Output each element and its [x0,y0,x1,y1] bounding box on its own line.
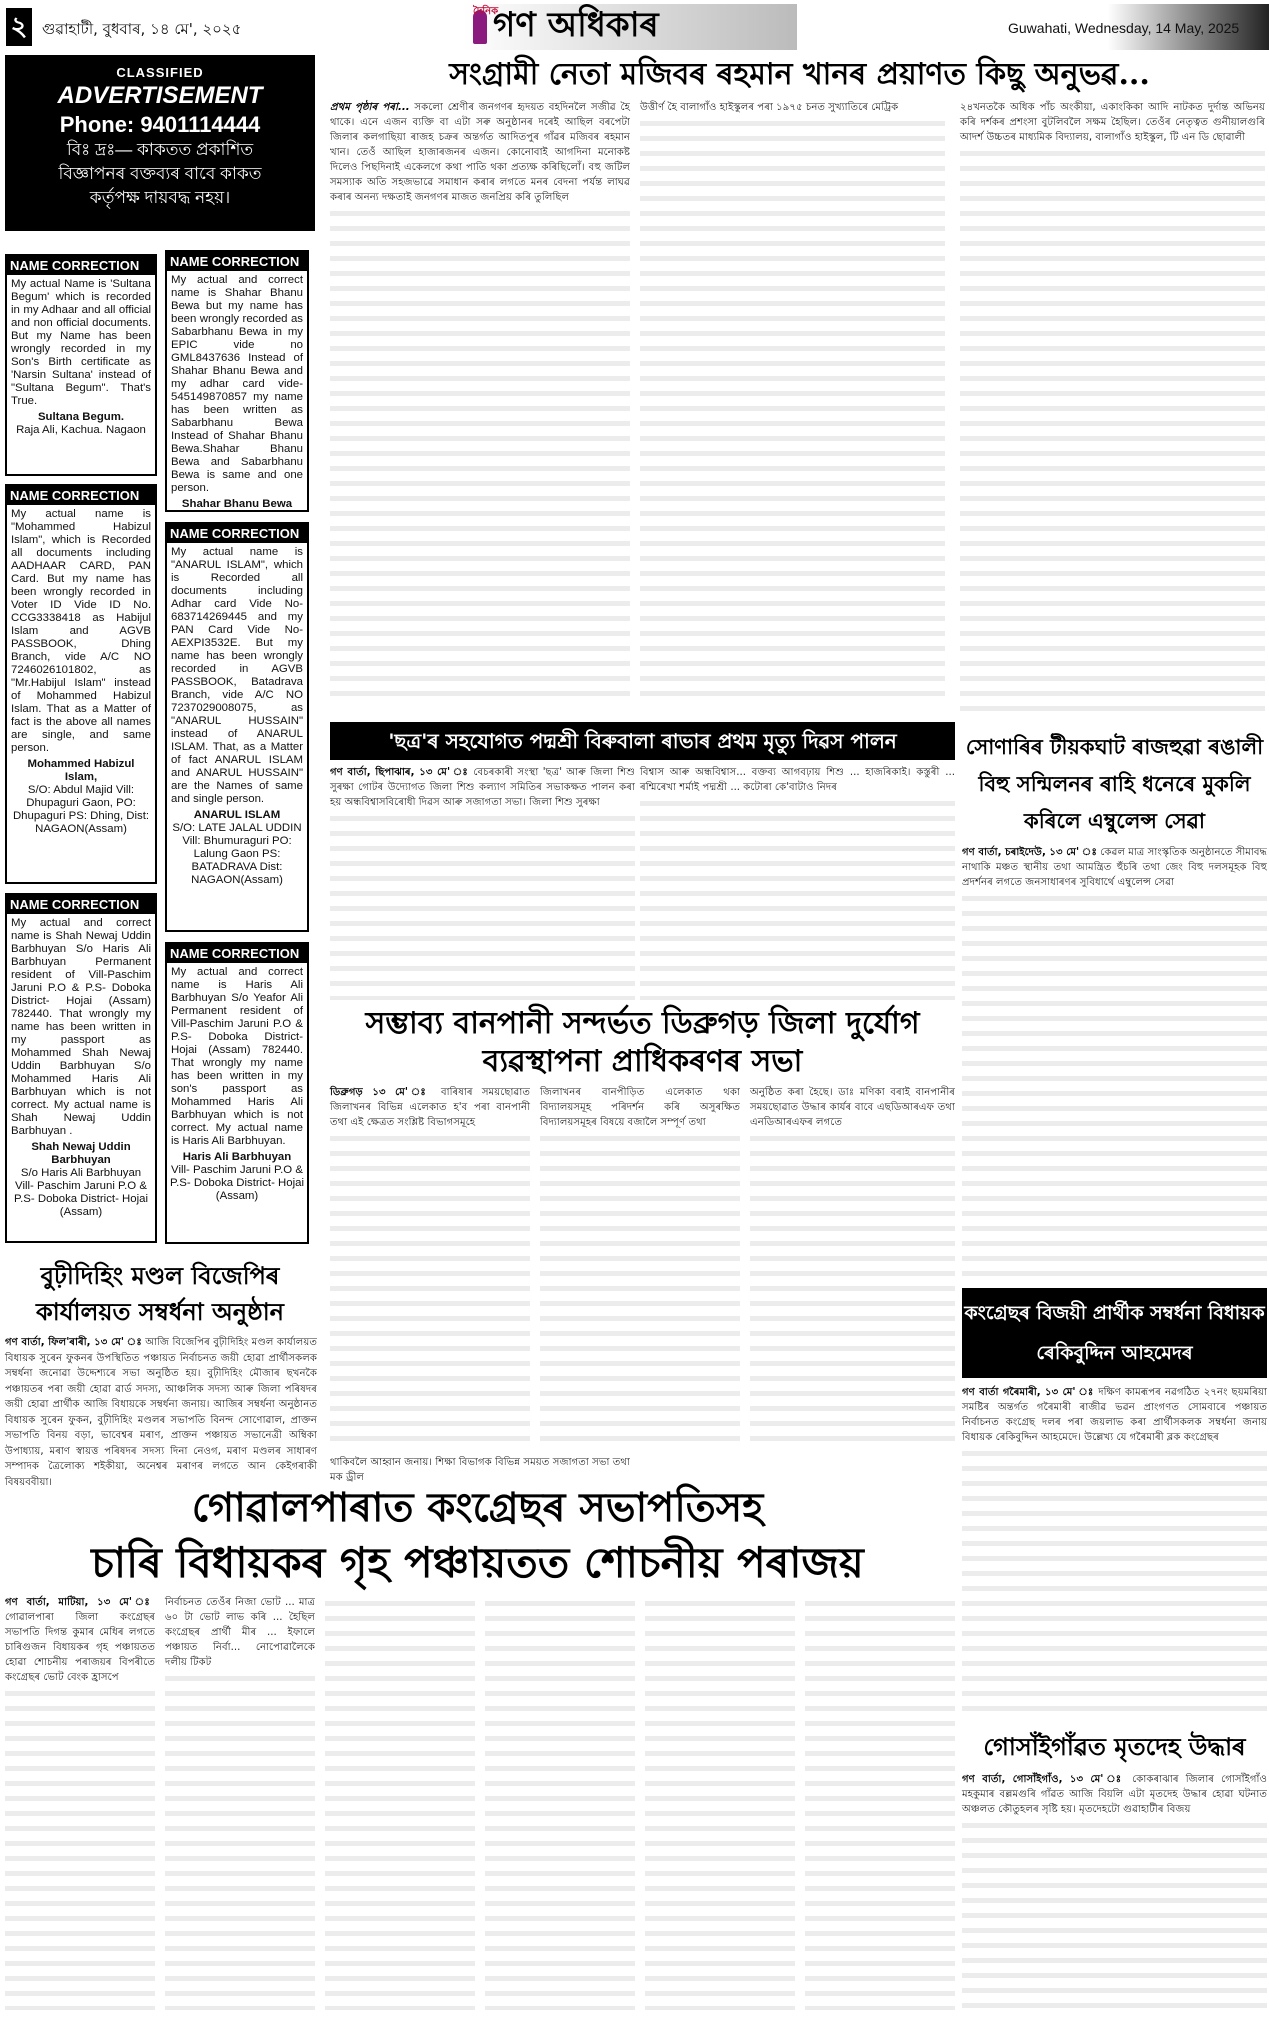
notice-body: My actual name is "ANARUL ISLAM", which is Recorded all documents including Adhar card Vide No-683714269445 and my PAN Card Vide No-AEXPI3532E. But my name has been wrongly recorded in AGVB PASSBOOK, Batadrava Branch, vide A/C NO 7237029008075, as "ANARUL HUSSAIN" instead of ANARUL ISLAM. That, as a Matter of fact ANARUL ISLAM and ANARUL HUSSAIN" are the Names of same and single person. [171,546,303,805]
masthead-logo [463,4,797,50]
dibrugarh-article-col2 [540,1085,740,1450]
page-number: ২ [6,8,32,46]
goalpara-article-col5 [645,1595,795,2010]
notice-title: NAME CORRECTION [7,486,155,505]
main-headline: সংগ্ৰামী নেতা মজিবৰ ৰহমান খানৰ প্ৰয়াণত কিছু অনুভৱ... [449,57,1150,92]
dateline: গণ বাৰ্তা, মাটিয়া, ১৩ মে' ঃ [5,1597,155,1608]
name-correction-notice [5,893,157,1243]
dateline: ডিব্ৰুগড় ১৩ মে' ঃ [330,1087,432,1098]
goalpara-headline-line1: গোৱালপাৰাত কংগ্ৰেছৰ সভাপতিসহ [191,1484,764,1531]
chhatra-headline: 'ছত্ৰ'ৰ সহযোগত পদ্মশ্ৰী বিৰুবালা ৰাভাৰ প্ৰথম মৃত্যু দিৱস পালন [330,722,955,760]
dibrugarh-article-col1 [330,1085,530,1450]
notice-address: Raja Ali, Kachua. Nagaon [16,424,146,436]
notice-address: Vill- Paschim Jaruni P.O & P.S- Doboka District- Hojai (Assam) [170,1164,304,1202]
notice-signatory: Sultana Begum. [37,411,125,423]
buridihing-article [5,1335,317,1488]
article-text: বিভিন্ন সময়ত সজাগতা সভা তথা মক ড্ৰীল [330,1457,630,1483]
goalpara-article-col2 [165,1595,315,2010]
article-text: আজি বিজেপিৰ বুঢ়ীদিহিং মণ্ডল কাৰ্যালয়ত বিধায়ক সুৰেন ফুকনৰ উপস্থিতিত পঞ্চায়ত নিৰ্বাচনত জয়ী হোৱা প্ৰাৰ্থীসকলক সম্বৰ্ধনা জনোৱা উদ্দেশ্যৰে সভা অনুষ্ঠিত হয়। বুঢ়ীদিহিং মৌজাৰ ছখনকৈ পঞ্চায়তৰ পৰা জয়ী হোৱা ৱাৰ্ড সদস্য, আঞ্চলিক সদস্য আৰু জিলা পৰিষদৰ জয়ী হোৱা প্ৰাৰ্থীক আজি বিধায়কে সম্বৰ্ধনা জনায়। আজিৰ সম্বৰ্ধনা অনুষ্ঠানত বিধায়ক সুৰেন ফুকন, বুঢ়ীদিহিং মণ্ডলৰ সভাপতি বিনন্দ সোণোৱাল, প্ৰাক্তন সভাপতি বিনয় বড়া, ভাবেশ্বৰ মৰাণ, প্ৰাক্তন পঞ্চায়ত সভানেত্ৰী অম্বিকা উপাধ্যায়, মৰাণ স্বায়ত্ত পৰিষদৰ সদস্য দিনা নেওগ, মৰাণ মণ্ডলৰ সাধাৰণ সম্পাদক ত্ৰৈলোক্য শইকীয়া, অনেশ্বৰ মৰাণৰ লগতে আন কেইগৰাকী বিষয়ববীয়া। [5,1337,317,1488]
notice-body: My actual and correct name is Haris Ali Barbhuyan S/o Yeafor Ali Permanent resident of Vill-Paschim Jaruni P.O & P.S- Doboka District- Hojai (Assam) 782440. That wrongly my name has been written in my son's passport as Mohammed Haris Ali Barbhuyan which is not correct. My actual name is Haris Ali Barbhuyan. [171,966,303,1147]
dateline: গণ বাৰ্তা, গোসাঁইগাঁও, ১৩ মে' ঃ [962,1774,1126,1785]
article-text: নিৰ্বাচনত তেওঁৰ নিজা ভোট ... মাত্ৰ ৬০ টা ভোট লাভ কৰি ... হৈছিল কংগ্ৰেছৰ প্ৰাৰ্থী মীৰ ... ইফালে পঞ্চায়ত নিৰ্বা... নোপোৱালৈকে দলীয় টিকট [165,1597,315,1668]
notice-title: NAME CORRECTION [167,524,307,543]
article-text: ২৪খনতকৈ অধিক পাঁচ অংকীয়া, একাংকিকা আদি নাটকত দুৰ্দান্ত অভিনয় কৰি দৰ্শকৰ প্ৰশংসা বুটলিবলৈ সক্ষম হৈছিল। তেওঁৰ নেতৃত্বত গুনীয়ালগুৰি আদৰ্শ উচ্চতৰ মাধ্যমিক বিদ্যালয়, বালাগাঁও হাইস্কুল, টি এন ডি ছোৱালী [960,102,1265,143]
notice-address: S/o Haris Ali Barbhuyan Vill- Paschim Jaruni P.O & P.S- Doboka District- Hojai (Assam) [14,1167,148,1218]
notice-signatory: ANARUL ISLAM [193,809,281,821]
notice-title: NAME CORRECTION [7,895,155,914]
classified-phone: Phone: 9401114444 [59,112,261,137]
notice-address: S/O: Abdul Majid Vill: Dhupaguri Gaon, PO: Dhupaguri PS: Dhing, Dist: NAGAON(Assam) [12,784,150,835]
notice-body: My actual Name is 'Sultana Begum' which is recorded in my Adhaar and all official and non official documents. But my Name has been wrongly recorded in my Son's Birth certificate as 'Narsin Sultana' instead of "Sultana Begum". That's True. [11,278,151,407]
notice-body: My actual and correct name is Shah Newaj Uddin Barbhuyan S/o Haris Ali Barbhuyan Permanent resident of Vill-Paschim Jaruni P.O & P.S- Doboka District- Hojai (Assam) 782440. That wrongly my name has been written in my passport as Mohammed Shah Newaj Uddin Barbhuyan S/o Mohammed Haris Ali Barbhuyan which is not correct. My actual name is Shah Newaj Uddin Barbhuyan . [11,917,151,1137]
goalpara-article-col4 [485,1595,635,2010]
chhatra-article-col2 [640,765,955,1000]
dibrugarh-article-col3 [750,1085,955,1450]
main-article-col2 [640,100,945,705]
logo-prefix: দৈনিক [473,6,499,17]
congress-felicitation-article [962,1385,1267,1720]
congress-felicitation-headline: কংগ্ৰেছৰ বিজয়ী প্ৰাৰ্থীক সম্বৰ্ধনা বিধায়ক ৰেকিবুদ্দিন আহমেদৰ [962,1288,1267,1378]
article-text: কেৱল মাত্ৰ সাংস্কৃতিক অনুষ্ঠানতে সীমাবদ্ধ নাথাকি মঞ্চত স্থানীয় তথা আমন্ত্ৰিত হুঁচৰি তথা জেং বিহু দলসমূহক বিহু প্ৰদৰ্শনৰ লগতে জনসাধাৰণৰ সুবিধাৰ্থে এম্বুলেন্স সেৱা [962,847,1267,888]
goalpara-article-col1 [5,1595,155,2010]
notice-body: My actual name is "Mohammed Habizul Islam", which is Recorded all documents including AADHAAR CARD, PAN Card. But my name has been wrongly recorded in Voter ID Vide ID No. CCG3338418 as Habijul Islam and AGVB PASSBOOK, Dhing Branch, vide A/C NO 7246026101802, as "Mr.Habijul Islam" instead of Mohammed Habizul Islam. That as a Matter of fact is the above all names are single, and same person. [11,508,151,754]
sonari-article [962,845,1267,1280]
gossaigaon-article [962,1772,1267,2010]
notice-title: NAME CORRECTION [167,252,307,271]
notice-address: S/O: LATE JALAL UDDIN Vill: Bhumuraguri PO: Lalung Gaon PS: BATADRAVA Dist: NAGAON(Assam) [172,822,302,886]
date-english: Guwahati, Wednesday, 14 May, 2025 [1000,4,1269,50]
name-correction-notice [165,942,309,1244]
dateline: গণ বাৰ্তা, চৰাইদেউ, ১৩ মে' ঃ [962,847,1097,858]
name-correction-notice [5,484,157,884]
advertisement-label: ADVERTISEMENT [57,82,263,109]
article-text: বাৰিষাৰ সময়ছোৱাত জিলাখনৰ বিভিন্ন এলেকাত হ'ব পৰা বানপানী তথা এই ক্ষেত্ৰত সংশ্লিষ্ট বিভাগসমূহে [330,1087,530,1128]
main-article-col1 [330,100,630,705]
notice-signatory: Haris Ali Barbhuyan [182,1151,292,1163]
notice-signatory: Shah Newaj Uddin Barbhuyan [31,1141,131,1166]
dibrugarh-headline: সম্ভাব্য বানপানী সন্দৰ্ভত ডিব্ৰুগড় জিলা দুৰ্যোগ ব্যৱস্থাপনা প্ৰাধিকৰণৰ সভা [365,1006,920,1079]
classified-label: CLASSIFIED [116,65,204,80]
sonari-headline: সোণাৰিৰ টীয়কঘাট ৰাজহুৱা ৰঙালী বিহু সন্মিলনৰ ৰাহি ধনেৰে মুকলি কৰিলে এম্বুলেন্স সেৱা [965,734,1264,833]
dateline: গণ বাৰ্তা গৰৈমাৰী, ১৩ মে' ঃ [962,1387,1095,1398]
article-text: কোকৰাঝাৰ জিলাৰ গোসাঁইগাঁও মহকুমাৰ বল্লমগুৰি গাঁৱত আজি বিয়লি এটা মৃতদেহ উদ্ধাৰ হোৱা ঘটনাত অঞ্চলত কৌতুহলৰ সৃষ্টি হয়। মৃতদেহটো গুৱাহাটীৰ বিজয় [962,1774,1267,1815]
notice-signatory: Shahar Bhanu Bewa [181,498,293,510]
article-text: অনুষ্ঠিত কৰা হৈছে। ডাঃ মণিকা বৰাই বানপানীৰ সময়ছোৱাত উদ্ধাৰ কাৰ্যৰ বাবে এছডিআৰএফ তথা এনডিআৰএফৰ লগতে [750,1087,955,1128]
name-correction-notice [165,250,309,512]
article-text: দক্ষিণ কামৰূপৰ নৱগঠিত ২৭নং ছয়মৰিয়া সমষ্টিৰ অন্তৰ্গত গৰৈমাৰী ৰাজীৱ ভৱন প্ৰাংগণত সোমবাৰে পঞ্চায়ত নিৰ্বাচনত কংগ্ৰেছ দলৰ পৰা জয়লাভ কৰা প্ৰাৰ্থীসকলক সম্বৰ্ধনা জনায় বিধায়ক ৰেকিবুদ্দিন আহমেদে। উল্লেখ্য যে গৰৈমাৰী ব্লক কংগ্ৰেছৰ [962,1387,1267,1443]
article-text: উত্তীৰ্ণ হৈ বালাগাঁও হাইস্কুলৰ পৰা ১৯৭৫ চনত সুখ্যাতিৰে মেট্ৰিক [640,100,945,115]
dateline: গণ বাৰ্তা, ছিপাঝাৰ, ১৩ মে' ঃ [330,767,470,778]
gossaigaon-headline: গোসাঁইগাঁৱত মৃতদেহ উদ্ধাৰ [983,1732,1246,1761]
article-text: বেচৰকাৰী সংস্থা 'ছত্ৰ' আৰু জিলা শিশু সুৰক্ষা গোটৰ উদ্যোগত জিলা শিশু কল্যাণ সমিতিৰ সভাকক্ষত পালন কৰা হয় অন্ধবিশ্বাসবিৰোধী দিৱস আৰু সজাগতা সভা। জিলা শিশু সুৰক্ষা [330,767,636,808]
classified-ad-box [5,55,315,231]
goalpara-article-col6 [805,1595,955,2010]
notice-title: NAME CORRECTION [7,256,155,275]
name-correction-notice [165,522,309,932]
goalpara-headline-line2: চাৰি বিধায়কৰ গৃহ পঞ্চায়তত শোচনীয় পৰাজয় [91,1538,864,1587]
name-correction-notice [5,254,157,476]
disclaimer-line: বিজ্ঞাপনৰ বক্তব্যৰ বাবে কাকত [58,164,262,183]
logo-name: গণ অধিকাৰ [493,4,659,45]
notice-signatory: Mohammed Habizul Islam, [27,758,135,783]
disclaimer-line: কৰ্তৃপক্ষ দায়বদ্ধ নহয়। [89,188,231,207]
main-article-col3 [960,100,1265,715]
dateline: গণ বাৰ্তা, ফিল'ৰাৰী, ১৩ মে' ঃ [5,1337,142,1348]
disclaimer-line: বিঃ দ্ৰঃ— কাকতত প্ৰকাশিত [66,140,254,159]
article-text: সকলো শ্ৰেণীৰ জনগণৰ হৃদয়ত বহদিনলৈ সজীৱ হৈ থাকে। এনে এজন ব্যক্তি বা এটা সৰু অনুষ্ঠানৰ দৰেই আছিল বৰপেটা জিলাৰ কলগাছিয়া ৰাজহ চক্ৰৰ অন্তৰ্গত আদিতপুৰ গাঁৱৰ মজিবৰ ৰহমান খান। তেওঁ আছিল হাজাৰজনৰ এজন। কোনোবাই আগদিনা মনোকষ্ট দিলেও পিছদিনাই একেলগে কথা পাতি থকা প্ৰত্যক্ষ কৰিছিলোঁ। বহু জটিল সমস্যাক অতি সহজভাৱে সমাধান কৰাৰ লগতে মনৰ বেদনা পৰ্যন্ত লাঘৱ কৰাৰ অনন্য দক্ষতাই জনগণৰ মাজত জনপ্ৰিয় কৰি তুলিছিল [330,102,630,203]
article-text: বিশ্বাস আৰু অন্ধবিশ্বাস... বক্তব্য আগবঢ়ায় শিশু ... হাজৰিকাই। কস্তুৰী ... ৰশ্মিৰেখা শৰ্মাই পদ্মশ্ৰী ... কটোৰা কে'বাটাও নিদৰ [640,767,955,793]
article-text: গোৱালপাৰা জিলা কংগ্ৰেছৰ সভাপতি দিগন্ত কুমাৰ মেধিৰ লগতে চাৰিগুজন বিধায়কৰ গৃহ পঞ্চায়তত হোৱা শোচনীয় পৰাজয়ৰ বিপৰীতে কংগ্ৰেছৰ ভোট বেংক হ্ৰাসপে [5,1612,155,1683]
article-text: জিলাখনৰ বানপীড়িত এলেকাত থকা বিদ্যালয়সমূহ পৰিদৰ্শন কৰি অসুৰক্ষিত বিদ্যালয়সমূহৰ বিষয়ে বজালৈ সম্পূৰ্ণ তথা [540,1087,740,1128]
notice-title: NAME CORRECTION [167,944,307,963]
buridihing-headline: বুঢ়ীদিহিং মণ্ডল বিজেপিৰ কাৰ্যালয়ত সম্বৰ্ধনা অনুষ্ঠান [35,1261,285,1326]
continued-label: প্ৰথম পৃষ্ঠাৰ পৰা... [330,102,410,113]
notice-body: My actual and correct name is Shahar Bhanu Bewa but my name has been wrongly recorded as Sabarbhanu Bewa in my EPIC vide no GML8437636 Instead of Shahar Bhanu Bewa and my adhar card vide-545149870857 my name has been written as Sabarbhanu Bewa Instead of Shahar Bhanu Bewa.Shahar Bhanu Bewa and Sabarbhanu Bewa is same and one person. [171,274,303,494]
goalpara-article-col3 [325,1595,475,2010]
article-text: থাকিবলৈ আহ্বান জনায়। শিক্ষা বিভাগক [330,1457,492,1468]
date-assamese: গুৱাহাটী, বুধবাৰ, ১৪ মে', ২০২৫ [42,20,242,38]
chhatra-article-col1 [330,765,635,1000]
